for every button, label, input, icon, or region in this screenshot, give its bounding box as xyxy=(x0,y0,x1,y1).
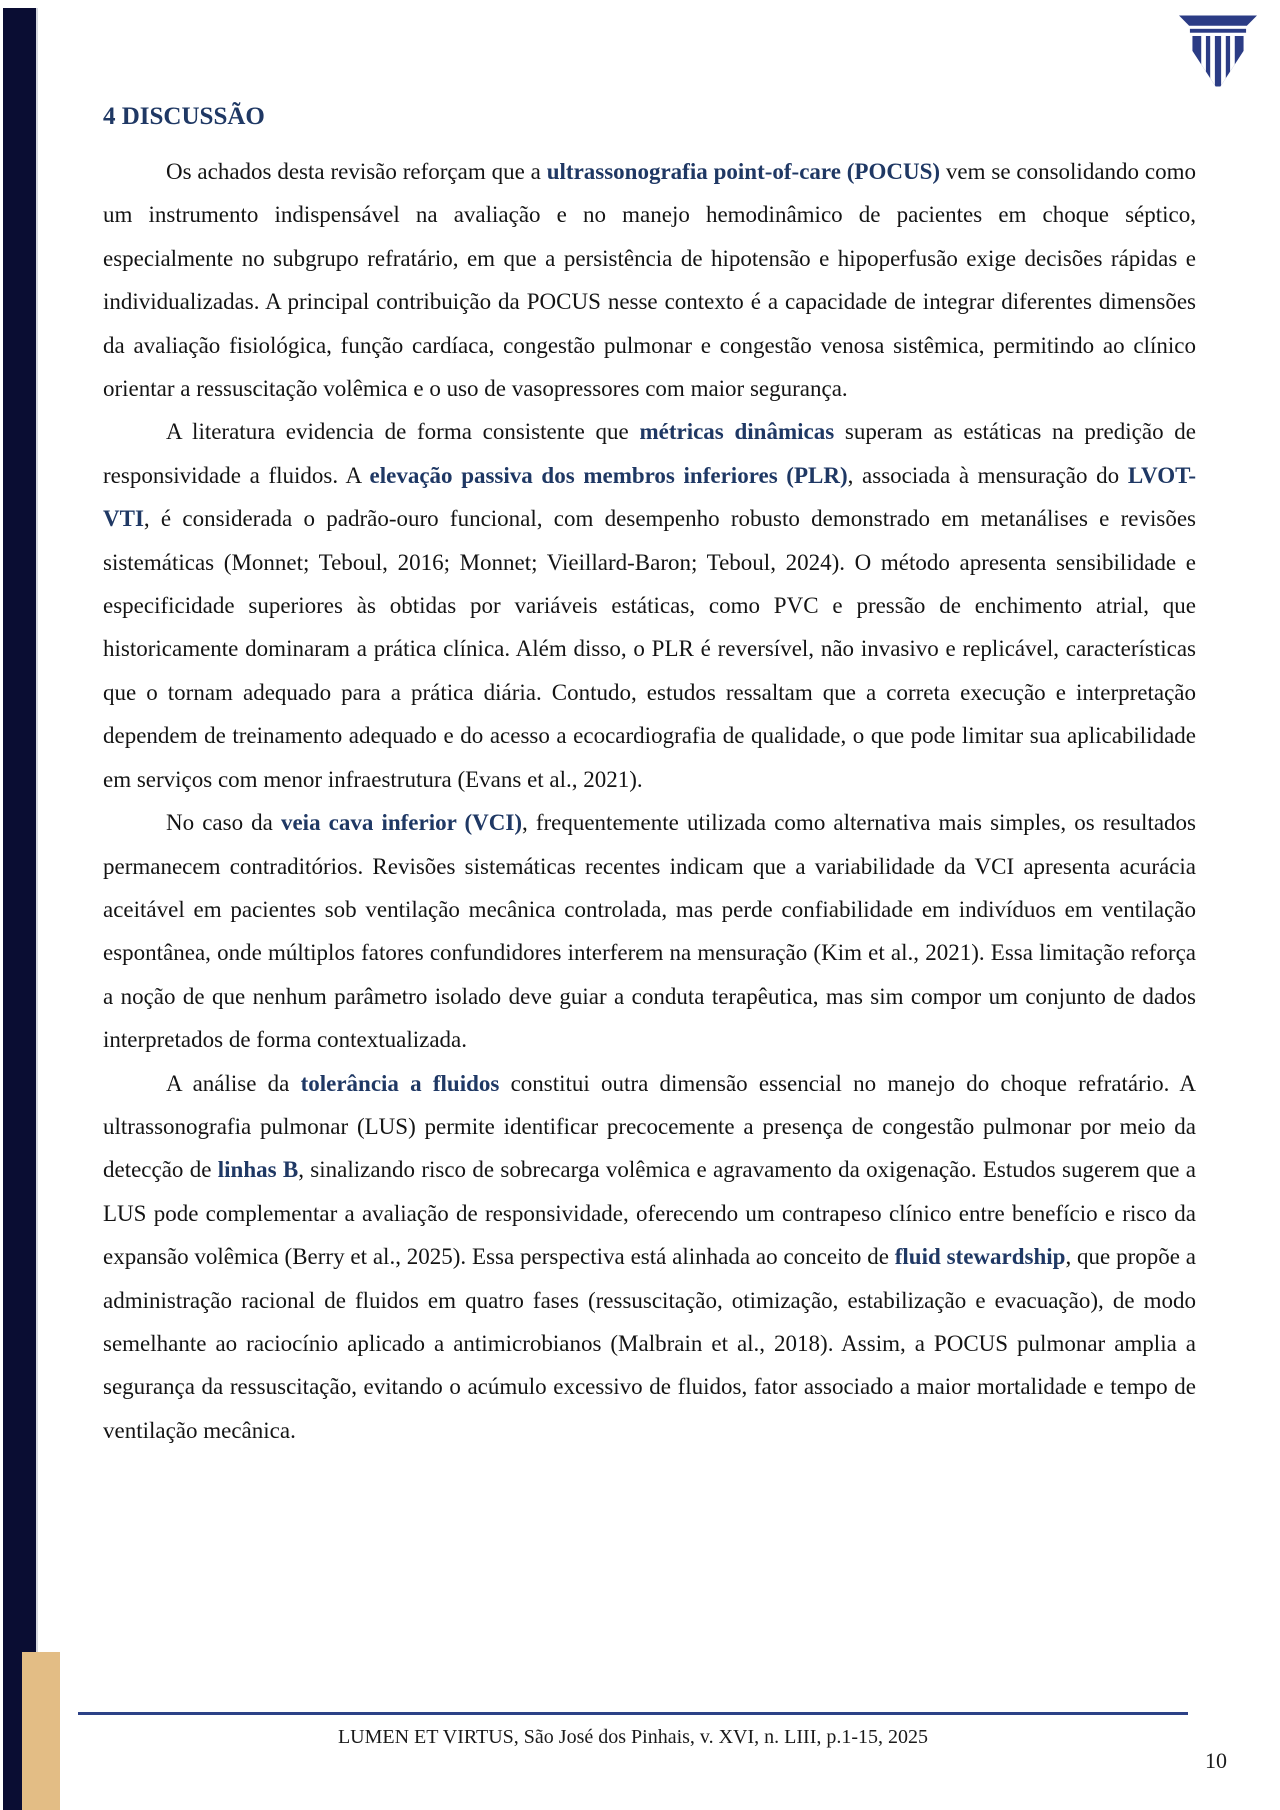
highlighted-term: fluid stewardship xyxy=(894,1244,1066,1270)
text-run: , sinalizando risco de sobrecarga volêmica e agravamento da oxigenação. Estudos sugerem que a LUS pode complementar a avaliação de responsividade, oferecendo um contrapeso clínico entre benefício e risco da expansão volêmica (Berry et al., 2025). Essa perspectiva está alinhada ao conceito de xyxy=(103,1157,1196,1270)
text-run: A literatura evidencia de forma consistente que xyxy=(166,419,640,445)
page-number: 10 xyxy=(1205,1748,1227,1773)
text-run: No caso da xyxy=(166,810,281,836)
text-run: constitui outra dimensão essencial no manejo do choque refratário. A ultrassonografia pulmonar (LUS) permite identificar precocemente a presença de congestão pulmonar por meio da detecção de xyxy=(103,1070,1196,1183)
paragraph xyxy=(103,1062,1196,1453)
text-run: , que propõe a administração racional de fluidos em quatro fases (ressuscitação, otimização, estabilização e evacuação), de modo semelhante ao raciocínio aplicado a antimicrobianos (Malbrain et al., 2018). Assim, a POCUS pulmonar amplia a segurança da ressuscitação, evitando o acúmulo excessivo de fluidos, fator associado a maior mortalidade e tempo de ventilação mecânica. xyxy=(103,1244,1197,1443)
text-run: , é considerada o padrão-ouro funcional, com desempenho robusto demonstrado em metanálises e revisões sistemáticas (Monnet; Teboul, 2016; Monnet; Vieillard-Baron; Teboul, 2024). O método apresenta sensibilidade e especificidade superiores às obtidas por variáveis estáticas, como PVC e pressão de enchimento atrial, que historicamente dominaram a prática clínica. Além disso, o PLR é reversível, não invasivo e replicável, características que o tornam adequado para a prática diária. Contudo, estudos ressaltam que a correta execução e interpretação dependem de treinamento adequado e do acesso a ecocardiografia de qualidade, o que pode limitar sua aplicabilidade em serviços com menor infraestrutura (Evans et al., 2021). xyxy=(103,506,1196,792)
highlighted-term: tolerância a fluidos xyxy=(300,1070,500,1096)
journal-citation: LUMEN ET VIRTUS, São José dos Pinhais, v. XVI, n. LIII, p.1-15, 2025 xyxy=(337,1726,929,1748)
text-run: vem se consolidando como um instrumento indispensável na avaliação e no manejo hemodinâmico de pacientes em choque séptico, especialmente no subgrupo refratário, em que a persistência de hipotensão e hipoperfusão exige decisões rápidas e individualizadas. A principal contribuição da POCUS nesse contexto é a capacidade de integrar diferentes dimensões da avaliação fisiológica, função cardíaca, congestão pulmonar e congestão venosa sistêmica, permitindo ao clínico orientar a ressuscitação volêmica e o uso de vasopressores com maior segurança. xyxy=(103,159,1196,402)
column-capital-logo-icon xyxy=(1179,14,1257,92)
paragraphs-container xyxy=(103,150,1196,1452)
paragraph xyxy=(103,410,1196,801)
highlighted-term: LVOT-VTI xyxy=(103,462,1196,532)
section-heading: 4 DISCUSSÃO xyxy=(103,103,265,130)
text-run: Os achados desta revisão reforçam que a xyxy=(166,159,547,184)
text-run: superam as estáticas na predição de responsividade a fluidos. A xyxy=(103,419,1196,488)
highlighted-term: linhas B xyxy=(217,1157,299,1183)
article-body xyxy=(103,102,1196,1452)
text-run: , frequentemente utilizada como alternativa mais simples, os resultados permanecem contraditórios. Revisões sistemáticas recentes indicam que a variabilidade da VCI apresenta acurácia aceitável em pacientes sob ventilação mecânica controlada, mas perde confiabilidade em indivíduos em ventilação espontânea, onde múltiplos fatores confundidores interferem na mensuração (Kim et al., 2021). Essa limitação reforça a noção de que nenhum parâmetro isolado deve guiar a conduta terapêutica, mas sim compor um conjunto de dados interpretados de forma contextualizada. xyxy=(103,810,1196,1053)
footer-divider xyxy=(78,1712,1188,1715)
bottom-left-tan-bar xyxy=(22,1652,60,1810)
paragraph xyxy=(103,150,1196,410)
highlighted-term: ultrassonografia point-of-care (POCUS) xyxy=(546,159,941,184)
left-accent-bar xyxy=(3,8,38,1810)
highlighted-term: métricas dinâmicas xyxy=(639,419,835,445)
highlighted-term: veia cava inferior (VCI) xyxy=(280,810,522,836)
paragraph xyxy=(103,801,1196,1061)
text-run: A análise da xyxy=(166,1070,301,1096)
highlighted-term: elevação passiva dos membros inferiores (PLR) xyxy=(369,462,848,488)
text-run: , associada à mensuração do xyxy=(847,462,1128,488)
